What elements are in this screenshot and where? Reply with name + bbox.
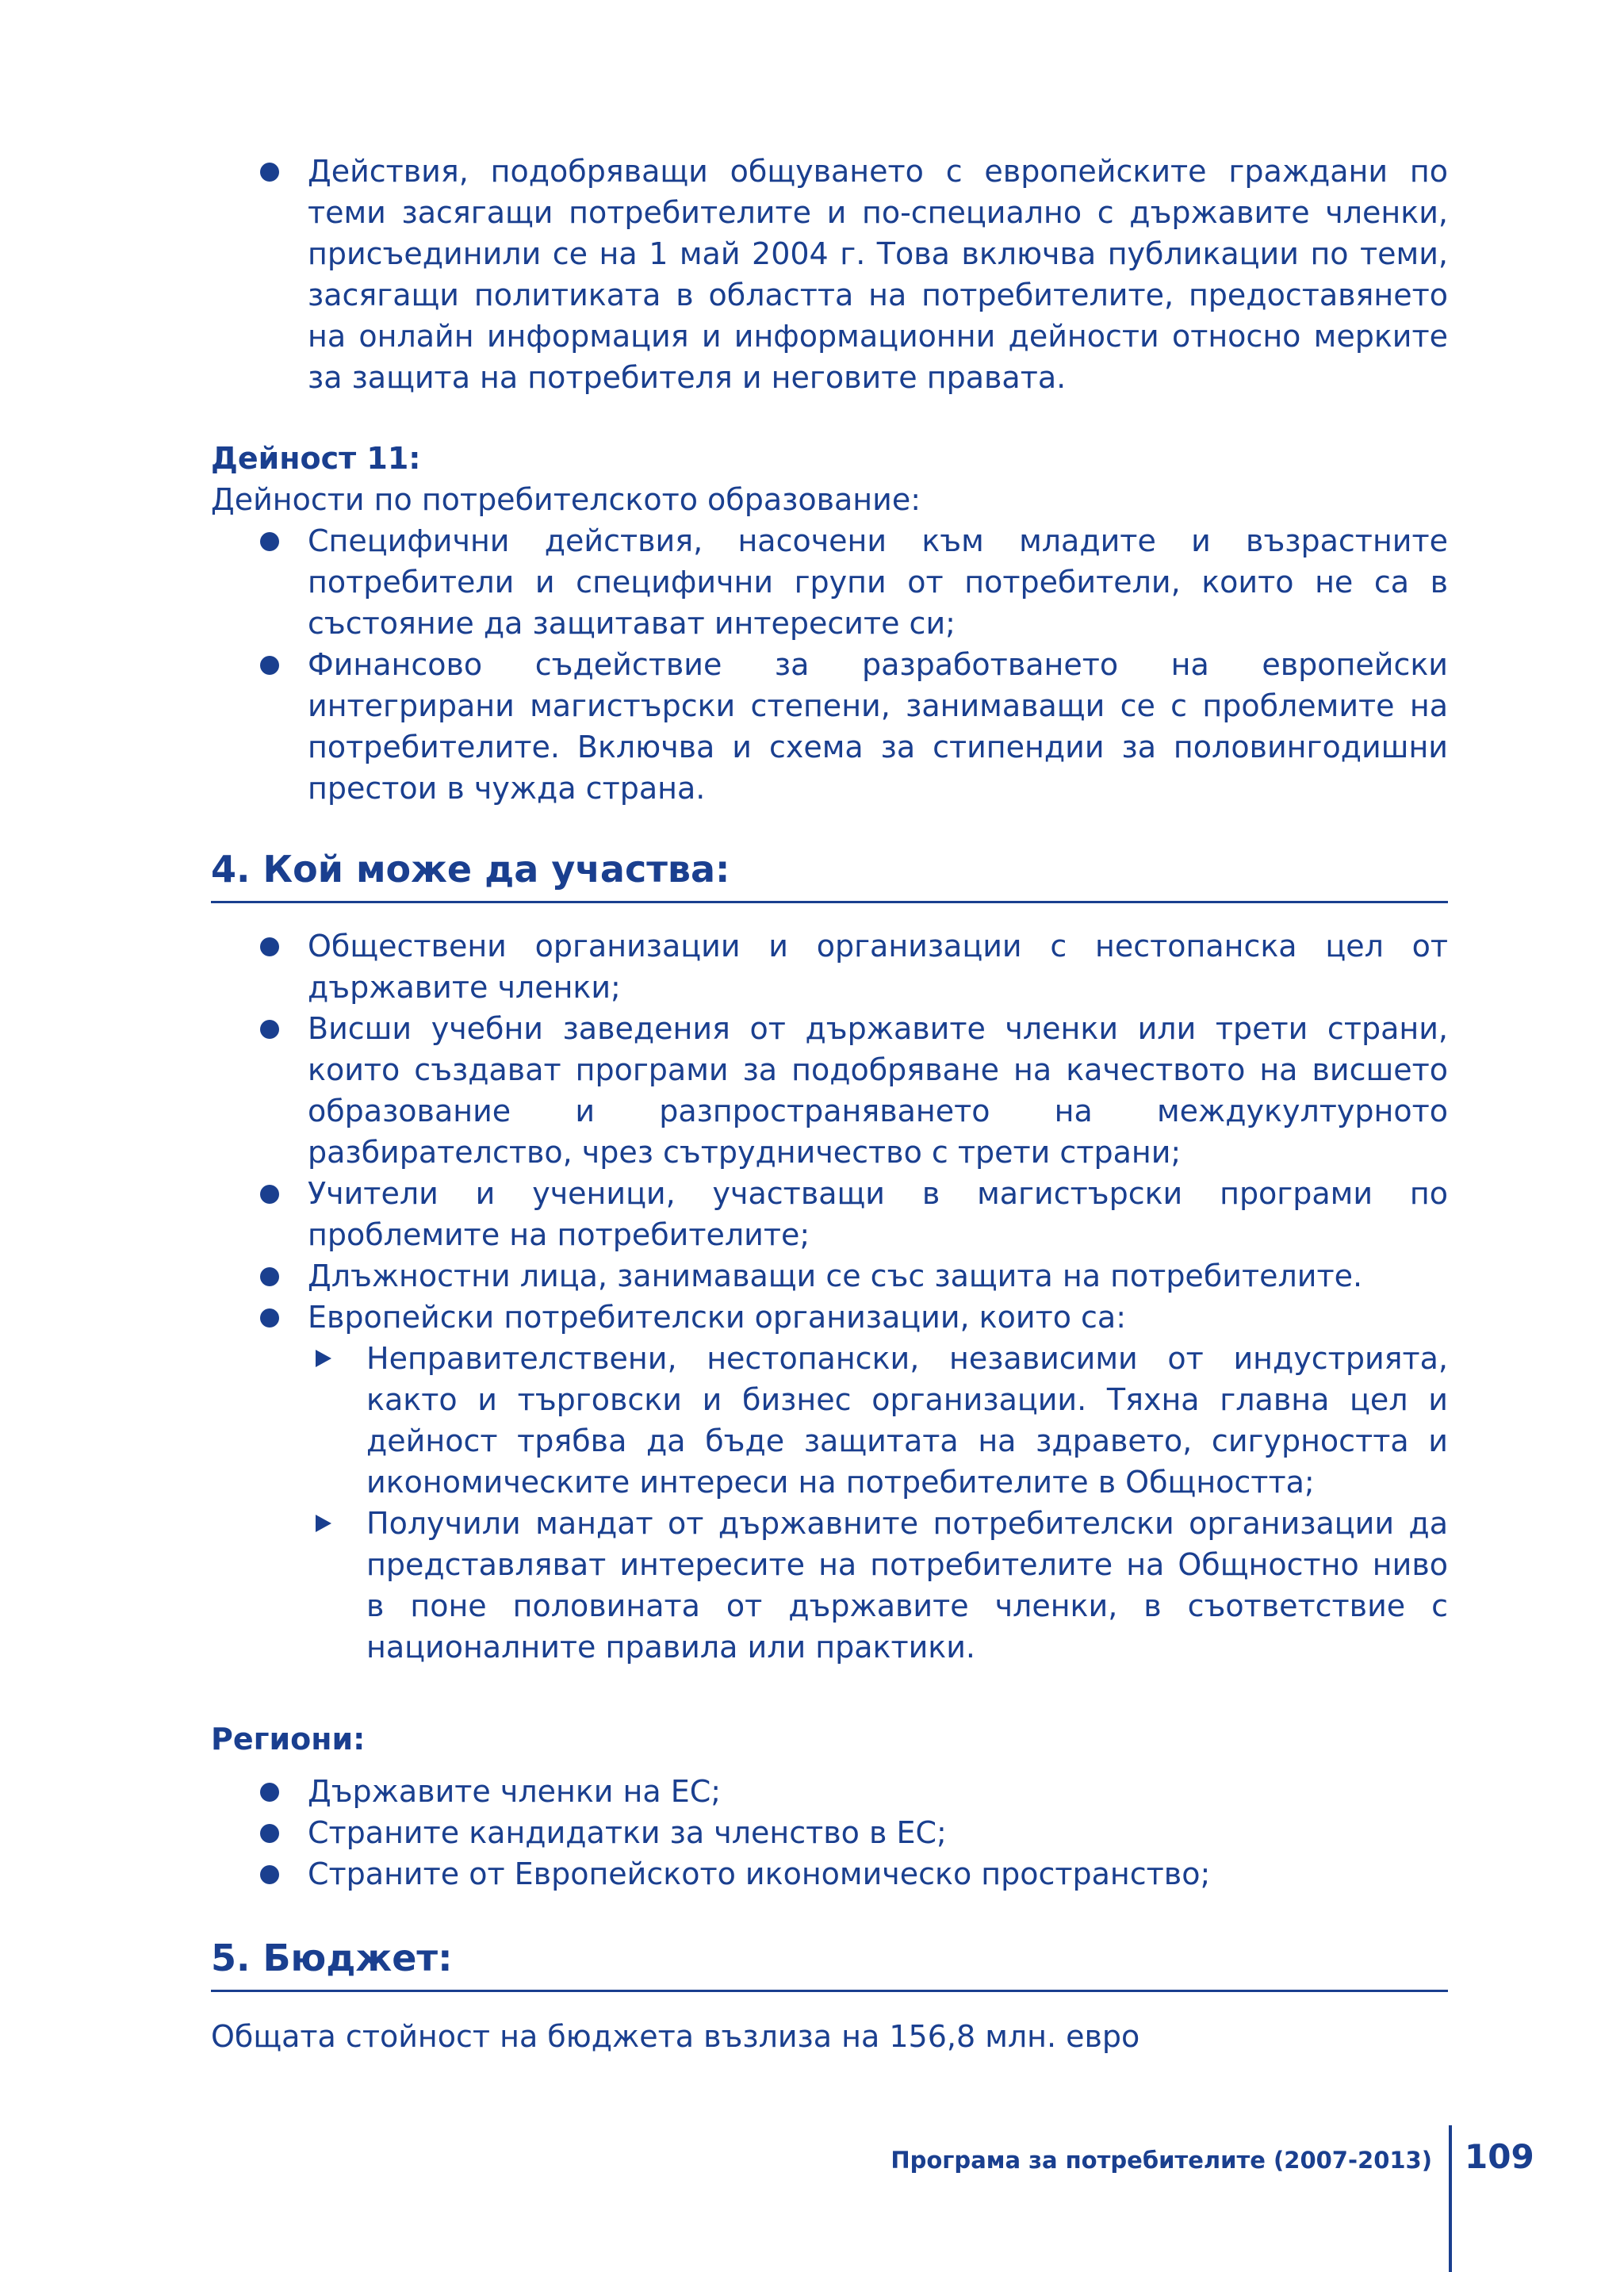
list-item: Страните кандидатки за членство в ЕС; — [308, 1812, 1448, 1853]
regions-heading: Региони: — [211, 1722, 366, 1757]
page-footer — [0, 2125, 1624, 2272]
sub-list-item: Получили мандат от държавните потребителски организации да представляват интересите на потребителите на Общностно ниво в поне половината от държавите членки, в съответствие с националните правила или практики. — [366, 1503, 1448, 1668]
activity-11-intro: Дейности по потребителското образование: — [211, 482, 921, 517]
sub-list-item: Неправителствени, нестопански, независими от индустрията, както и търговски и бизнес организации. Тяхна главна цел и дейност трябва да бъде защитата на здравето, сигурността и икономическите интереси на потребителите в Общността; — [366, 1338, 1448, 1503]
page-content — [211, 151, 1448, 2057]
activity-11-heading: Дейност 11: — [211, 441, 421, 476]
section-5-heading: 5. Бюджет: — [211, 1934, 1448, 1992]
list-item: Държавите членки на ЕС; — [308, 1771, 1448, 1812]
footer-title: Програма за потребителите (2007-2013) — [891, 2147, 1432, 2174]
section-4-heading: 4. Кой може да участва: — [211, 845, 1448, 903]
page-number: 109 — [1465, 2137, 1534, 2176]
list-item: Учители и ученици, участващи в магистърски програми по проблемите на потребителите; — [308, 1173, 1448, 1255]
list-item: Финансово съдействие за разработването на европейски интегрирани магистърски степени, занимаващи се с проблемите на потребителите. Включва и схема за стипендии за половингодишни престои в чужда страна. — [308, 644, 1448, 809]
intro-bullet-list — [211, 151, 1448, 398]
list-item: Действия, подобряващи общуването с европейските граждани по теми засягащи потребителите и по-специално с държавите членки, присъединили се на 1 май 2004 г. Това включва публикации по теми, засягащи политиката в областта на потребителите, предоставянето на онлайн информация и информационни дейности относно мерките за защита на потребителя и неговите правата. — [308, 151, 1448, 398]
consumer-org-sub-list — [308, 1338, 1448, 1668]
list-item-text: Европейски потребителски организации, които са: — [308, 1300, 1127, 1335]
regions-bullet-list — [211, 1771, 1448, 1895]
activity-11-bullet-list — [211, 520, 1448, 809]
list-item: Специфични действия, насочени към младите и възрастните потребители и специфични групи от потребители, които не са в състояние да защитават интересите си; — [308, 520, 1448, 644]
budget-text: Общата стойност на бюджета възлиза на 156,8 млн. евро — [211, 2019, 1140, 2054]
participants-bullet-list — [211, 925, 1448, 1668]
list-item — [308, 1297, 1448, 1668]
list-item: Длъжностни лица, занимаващи се със защита на потребителите. — [308, 1255, 1448, 1297]
list-item: Висши учебни заведения от държавите членки или трети страни, които създават програми за подобряване на качеството на висшето образование и разпространяването на междукултурното разбирателство, чрез сътрудничество с трети страни; — [308, 1008, 1448, 1173]
list-item: Страните от Европейското икономическо пространство; — [308, 1853, 1448, 1895]
list-item: Обществени организации и организации с нестопанска цел от държавите членки; — [308, 925, 1448, 1008]
footer-divider — [1449, 2125, 1452, 2272]
